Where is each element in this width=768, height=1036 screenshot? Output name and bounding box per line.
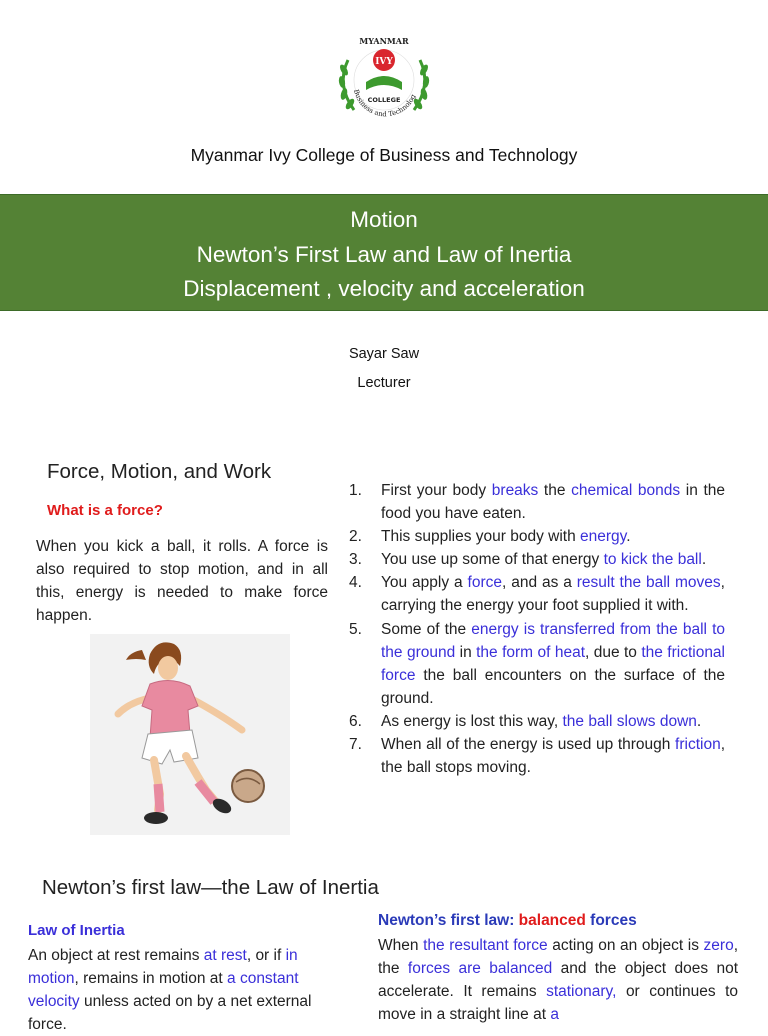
list-item: 6. As energy is lost this way, the ball slows down. — [349, 712, 702, 730]
svg-text:Business and Technology: Business and Technolog — [351, 88, 418, 119]
energy-steps-list — [349, 479, 725, 779]
banner-subtitle-2: Displacement , velocity and acceleration — [183, 276, 585, 301]
first-law-paragraph: When the resultant force acting on an object is zero, the forces are balanced and the object does not accelerate. It remains stationary, or continues to move in a straight line at a — [378, 937, 739, 1024]
list-item: 7. When all of the energy is used up through friction, the ball stops moving. — [349, 736, 725, 777]
list-item: 1. First your body breaks the chemical bonds in the food you have eaten. — [349, 482, 726, 523]
author-block — [0, 340, 768, 398]
list-item: 3. You use up some of that energy to kick the ball. — [349, 551, 707, 569]
section-heading: Force, Motion, and Work — [47, 460, 272, 483]
list-item: 5. Some of the energy is transferred from the ball to the ground in the form of heat, due to the frictional force the ball encounters on the surface of the ground. — [349, 620, 726, 707]
banner-subtitle-1: Newton’s First Law and Law of Inertia — [196, 241, 572, 267]
soccer-player-illustration — [90, 634, 290, 835]
author-name: Sayar Saw — [348, 346, 420, 362]
title-banner — [0, 194, 768, 311]
inertia-paragraph: An object at rest remains at rest, or if in motion, remains in motion at a constant velocity unless acted on by a net external force. — [28, 947, 312, 1034]
inertia-title: Law of Inertia — [28, 922, 125, 939]
college-name: Myanmar Ivy College of Business and Technology — [190, 145, 578, 165]
banner-title: Motion — [350, 207, 418, 232]
intro-paragraph: When you kick a ball, it rolls. A force is also required to stop motion, and in all this, energy is needed to make force happen. — [36, 538, 328, 625]
svg-text:MYANMAR: MYANMAR — [359, 36, 409, 46]
college-logo — [334, 30, 434, 130]
list-item: 2. This supplies your body with energy. — [349, 528, 631, 546]
svg-text:COLLEGE: COLLEGE — [367, 96, 401, 104]
question-heading: What is a force? — [47, 502, 163, 519]
list-item: 4. You apply a force, and as a result the ball moves, carrying the energy your foot supplied it with. — [349, 574, 725, 615]
first-law-title: Newton’s first law: balanced forces — [378, 912, 637, 929]
svg-text:IVY: IVY — [375, 57, 393, 67]
section-heading-newton: Newton’s first law—the Law of Inertia — [42, 876, 379, 899]
author-role: Lecturer — [357, 375, 411, 391]
